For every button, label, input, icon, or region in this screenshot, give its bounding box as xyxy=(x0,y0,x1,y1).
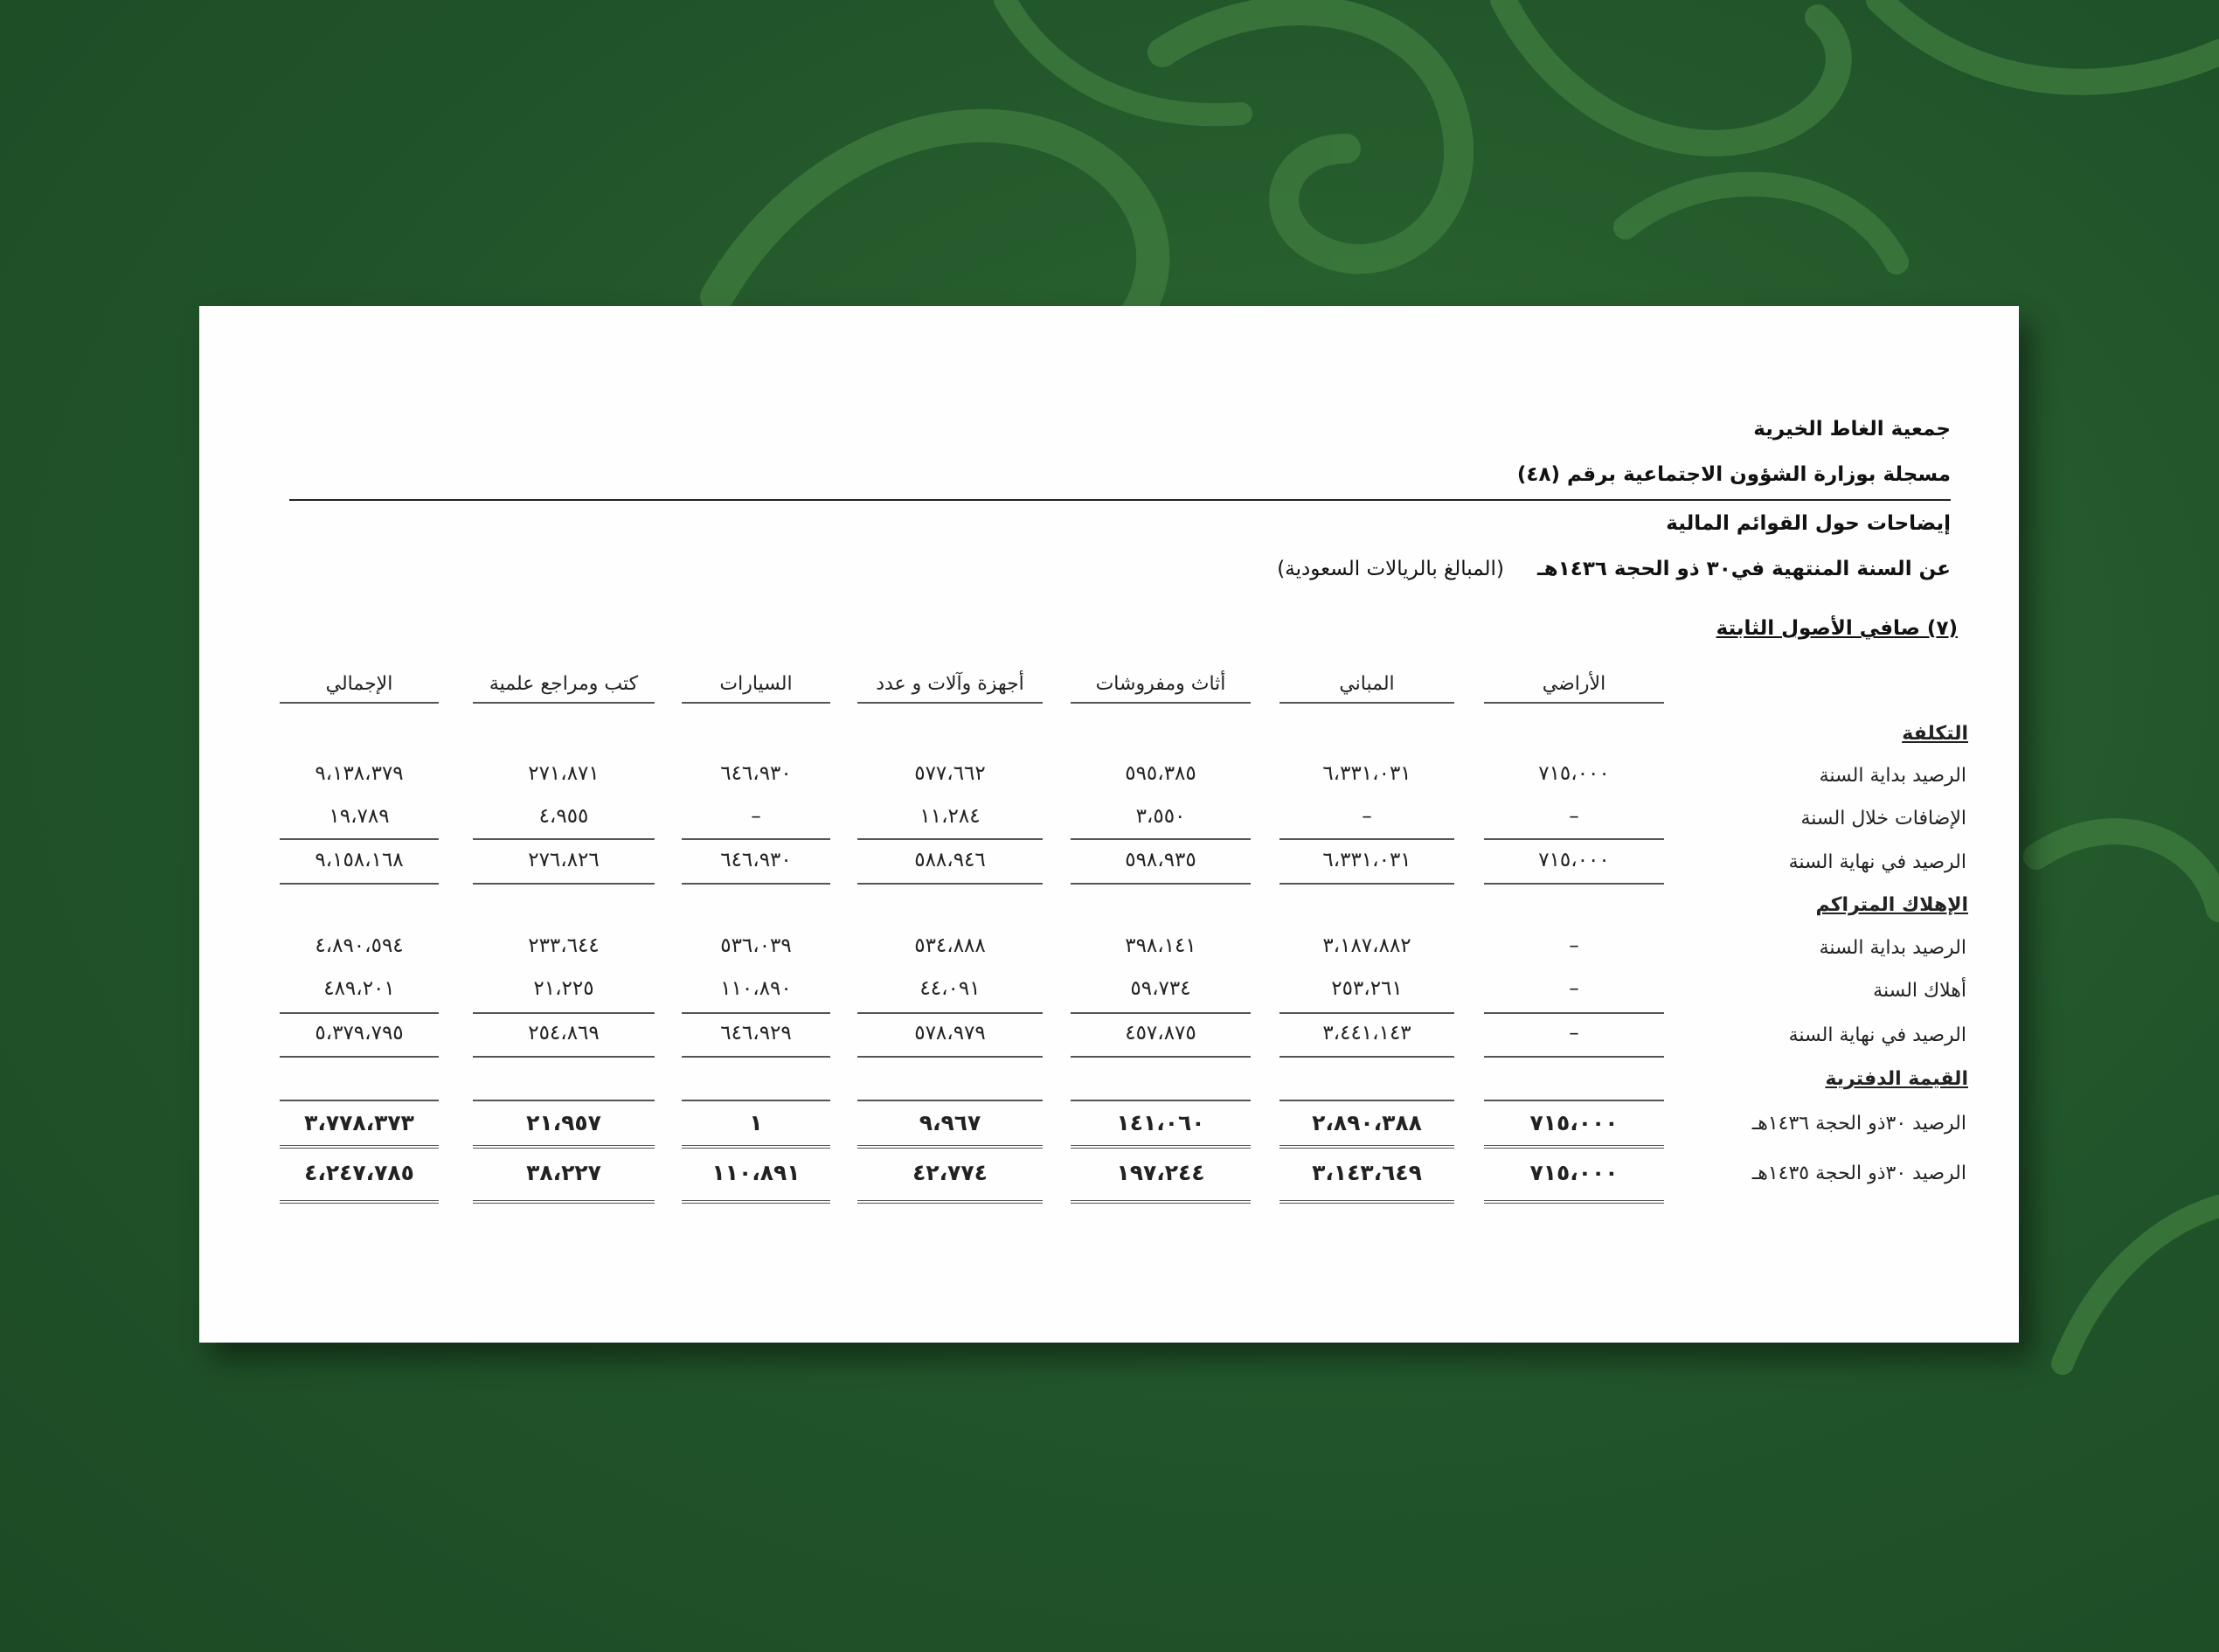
cost-total-line xyxy=(1071,883,1251,885)
document-page xyxy=(199,306,2019,1343)
book-value-top-line xyxy=(473,1100,655,1101)
cell-dep-year-equipment: ٤٤،٠٩١ xyxy=(919,977,981,1000)
group-book-value-label: القيمة الدفترية xyxy=(1825,1068,1968,1090)
cost-total-line xyxy=(682,883,830,885)
cost-total-line xyxy=(280,883,439,885)
book-1436-double-line xyxy=(1279,1145,1454,1149)
cell-dep-year-furniture: ٥٩،٧٣٤ xyxy=(1130,977,1191,1000)
cell-cost-opening-buildings: ٦،٣٣١،٠٣١ xyxy=(1322,762,1411,785)
cell-cost-additions-land: – xyxy=(1569,805,1579,828)
cell-book-1436-vehicles: ١ xyxy=(749,1110,763,1135)
dep-total-line xyxy=(1484,1056,1664,1058)
row-label-cost-opening: الرصيد بداية السنة xyxy=(1819,765,1966,787)
cell-dep-year-land: – xyxy=(1569,977,1579,1000)
dep-subtotal-line xyxy=(682,1012,830,1014)
book-1435-double-line xyxy=(1071,1200,1251,1204)
row-label-cost-additions: الإضافات خلال السنة xyxy=(1800,808,1966,829)
book-value-top-line xyxy=(682,1100,830,1101)
cell-dep-closing-books: ٢٥٤،٨٦٩ xyxy=(528,1022,600,1045)
dep-total-line xyxy=(857,1056,1043,1058)
cell-cost-closing-furniture: ٥٩٨،٩٣٥ xyxy=(1125,849,1196,871)
dep-subtotal-line xyxy=(1279,1012,1454,1014)
book-1436-double-line xyxy=(857,1145,1043,1149)
cost-total-line xyxy=(1484,883,1664,885)
cell-cost-additions-buildings: – xyxy=(1362,805,1372,828)
book-value-top-line xyxy=(280,1100,439,1101)
cell-book-1436-land: ٧١٥،٠٠٠ xyxy=(1529,1110,1619,1135)
period-line xyxy=(1277,558,1951,580)
cell-dep-closing-land: – xyxy=(1569,1022,1579,1045)
currency-note: (المبالغ بالريالات السعودية) xyxy=(1277,558,1504,580)
row-label-dep-opening: الرصيد بداية السنة xyxy=(1819,937,1966,959)
book-1435-double-line xyxy=(1279,1200,1454,1204)
notes-title: إيضاحات حول القوائم المالية xyxy=(1666,512,1951,535)
cell-book-1436-total: ٣،٧٧٨،٣٧٣ xyxy=(304,1110,414,1135)
cell-book-1435-books: ٣٨،٢٢٧ xyxy=(526,1160,601,1185)
row-label-cost-closing: الرصيد في نهاية السنة xyxy=(1788,851,1966,873)
book-value-top-line xyxy=(1484,1100,1664,1101)
cell-dep-opening-furniture: ٣٩٨،١٤١ xyxy=(1125,934,1196,957)
cost-subtotal-line xyxy=(857,838,1043,840)
cell-cost-additions-equipment: ١١،٢٨٤ xyxy=(919,805,981,828)
row-label-dep-year: أهلاك السنة xyxy=(1873,980,1966,1002)
dep-total-line xyxy=(682,1056,830,1058)
section-title: (٧) صافي الأصول الثابتة xyxy=(1716,617,1958,640)
cell-cost-opening-land: ٧١٥،٠٠٠ xyxy=(1538,762,1610,785)
cell-cost-closing-land: ٧١٥،٠٠٠ xyxy=(1538,849,1610,871)
cell-book-1435-furniture: ١٩٧،٢٤٤ xyxy=(1116,1160,1205,1185)
dep-total-line xyxy=(1071,1056,1251,1058)
registration-line: مسجلة بوزارة الشؤون الاجتماعية برقم (٤٨) xyxy=(1516,463,1951,486)
cell-cost-opening-equipment: ٥٧٧،٦٦٢ xyxy=(914,762,986,785)
cell-dep-closing-buildings: ٣،٤٤١،١٤٣ xyxy=(1322,1022,1411,1045)
header-divider xyxy=(289,499,1951,501)
group-cost-label: التكلفة xyxy=(1902,723,1968,745)
book-value-top-line xyxy=(1071,1100,1251,1101)
column-header-land: الأراضي xyxy=(1484,673,1664,704)
column-header-books: كتب ومراجع علمية xyxy=(473,673,655,704)
cell-book-1436-buildings: ٢،٨٩٠،٣٨٨ xyxy=(1312,1110,1422,1135)
cell-dep-closing-vehicles: ٦٤٦،٩٢٩ xyxy=(720,1022,792,1045)
dep-total-line xyxy=(473,1056,655,1058)
cost-total-line xyxy=(1279,883,1454,885)
column-header-buildings: المباني xyxy=(1279,673,1454,704)
book-value-top-line xyxy=(1279,1100,1454,1101)
cell-dep-opening-land: – xyxy=(1569,934,1579,957)
cell-cost-closing-buildings: ٦،٣٣١،٠٣١ xyxy=(1322,849,1411,871)
book-1436-double-line xyxy=(1484,1145,1664,1149)
cell-cost-opening-books: ٢٧١،٨٧١ xyxy=(528,762,600,785)
cell-book-1435-land: ٧١٥،٠٠٠ xyxy=(1529,1160,1619,1185)
cell-cost-additions-books: ٤،٩٥٥ xyxy=(538,805,589,828)
cell-cost-additions-total: ١٩،٧٨٩ xyxy=(329,805,390,828)
dep-subtotal-line xyxy=(857,1012,1043,1014)
cell-cost-closing-total: ٩،١٥٨،١٦٨ xyxy=(315,849,404,871)
cell-dep-opening-equipment: ٥٣٤،٨٨٨ xyxy=(914,934,986,957)
cell-dep-closing-furniture: ٤٥٧،٨٧٥ xyxy=(1125,1022,1196,1045)
period-text: عن السنة المنتهية في٣٠ ذو الحجة ١٤٣٦هـ xyxy=(1536,558,1951,580)
cell-book-1436-books: ٢١،٩٥٧ xyxy=(526,1110,601,1135)
cost-subtotal-line xyxy=(682,838,830,840)
cell-dep-opening-buildings: ٣،١٨٧،٨٨٢ xyxy=(1322,934,1411,957)
dep-subtotal-line xyxy=(1484,1012,1664,1014)
book-value-top-line xyxy=(857,1100,1043,1101)
column-header-total: الإجمالي xyxy=(280,673,439,704)
cost-total-line xyxy=(473,883,655,885)
column-header-equipment: أجهزة وآلات و عدد xyxy=(857,673,1043,704)
row-label-book-1436: الرصيد ٣٠ذو الحجة ١٤٣٦هـ xyxy=(1751,1113,1966,1135)
cell-cost-additions-vehicles: – xyxy=(751,805,761,828)
cost-subtotal-line xyxy=(1484,838,1664,840)
column-header-vehicles: السيارات xyxy=(682,673,830,704)
cell-dep-year-books: ٢١،٢٢٥ xyxy=(533,977,594,1000)
cost-subtotal-line xyxy=(1071,838,1251,840)
dep-subtotal-line xyxy=(473,1012,655,1014)
book-1435-double-line xyxy=(280,1200,439,1204)
cell-book-1435-vehicles: ١١٠،٨٩١ xyxy=(711,1160,801,1185)
cell-dep-opening-books: ٢٣٣،٦٤٤ xyxy=(528,934,600,957)
cell-book-1436-equipment: ٩،٩٦٧ xyxy=(919,1110,981,1135)
cell-dep-year-vehicles: ١١٠،٨٩٠ xyxy=(720,977,792,1000)
cell-cost-opening-furniture: ٥٩٥،٣٨٥ xyxy=(1125,762,1196,785)
dep-total-line xyxy=(1279,1056,1454,1058)
cell-book-1435-total: ٤،٢٤٧،٧٨٥ xyxy=(304,1160,414,1185)
cell-dep-closing-equipment: ٥٧٨،٩٧٩ xyxy=(914,1022,986,1045)
book-1436-double-line xyxy=(682,1145,830,1149)
book-1436-double-line xyxy=(280,1145,439,1149)
cell-dep-opening-vehicles: ٥٣٦،٠٣٩ xyxy=(720,934,792,957)
cell-dep-year-buildings: ٢٥٣،٢٦١ xyxy=(1331,977,1403,1000)
dep-subtotal-line xyxy=(1071,1012,1251,1014)
book-1435-double-line xyxy=(682,1200,830,1204)
cost-subtotal-line xyxy=(473,838,655,840)
column-header-furniture: أثاث ومفروشات xyxy=(1071,673,1251,704)
cell-cost-opening-total: ٩،١٣٨،٣٧٩ xyxy=(315,762,404,785)
book-1435-double-line xyxy=(857,1200,1043,1204)
dep-total-line xyxy=(280,1056,439,1058)
cost-subtotal-line xyxy=(280,838,439,840)
cost-total-line xyxy=(857,883,1043,885)
cell-book-1435-equipment: ٤٢،٧٧٤ xyxy=(912,1160,988,1185)
cell-dep-closing-total: ٥،٣٧٩،٧٩٥ xyxy=(315,1022,404,1045)
cell-dep-opening-total: ٤،٨٩٠،٥٩٤ xyxy=(315,934,404,957)
book-1436-double-line xyxy=(473,1145,655,1149)
cell-book-1436-furniture: ١٤١،٠٦٠ xyxy=(1116,1110,1205,1135)
cell-dep-year-total: ٤٨٩،٢٠١ xyxy=(323,977,395,1000)
cost-subtotal-line xyxy=(1279,838,1454,840)
dep-subtotal-line xyxy=(280,1012,439,1014)
cell-cost-closing-vehicles: ٦٤٦،٩٣٠ xyxy=(720,849,792,871)
book-1436-double-line xyxy=(1071,1145,1251,1149)
cell-cost-closing-equipment: ٥٨٨،٩٤٦ xyxy=(914,849,986,871)
cell-cost-additions-furniture: ٣،٥٥٠ xyxy=(1135,805,1186,828)
book-1435-double-line xyxy=(473,1200,655,1204)
row-label-book-1435: الرصيد ٣٠ذو الحجة ١٤٣٥هـ xyxy=(1751,1163,1966,1184)
cell-cost-closing-books: ٢٧٦،٨٢٦ xyxy=(528,849,600,871)
cell-book-1435-buildings: ٣،١٤٣،٦٤٩ xyxy=(1312,1160,1422,1185)
organization-name: جمعية الغاط الخيرية xyxy=(1753,418,1951,441)
row-label-dep-closing: الرصيد في نهاية السنة xyxy=(1788,1024,1966,1046)
group-depreciation-label: الإهلاك المتراكم xyxy=(1815,894,1968,916)
book-1435-double-line xyxy=(1484,1200,1664,1204)
cell-cost-opening-vehicles: ٦٤٦،٩٣٠ xyxy=(720,762,792,785)
